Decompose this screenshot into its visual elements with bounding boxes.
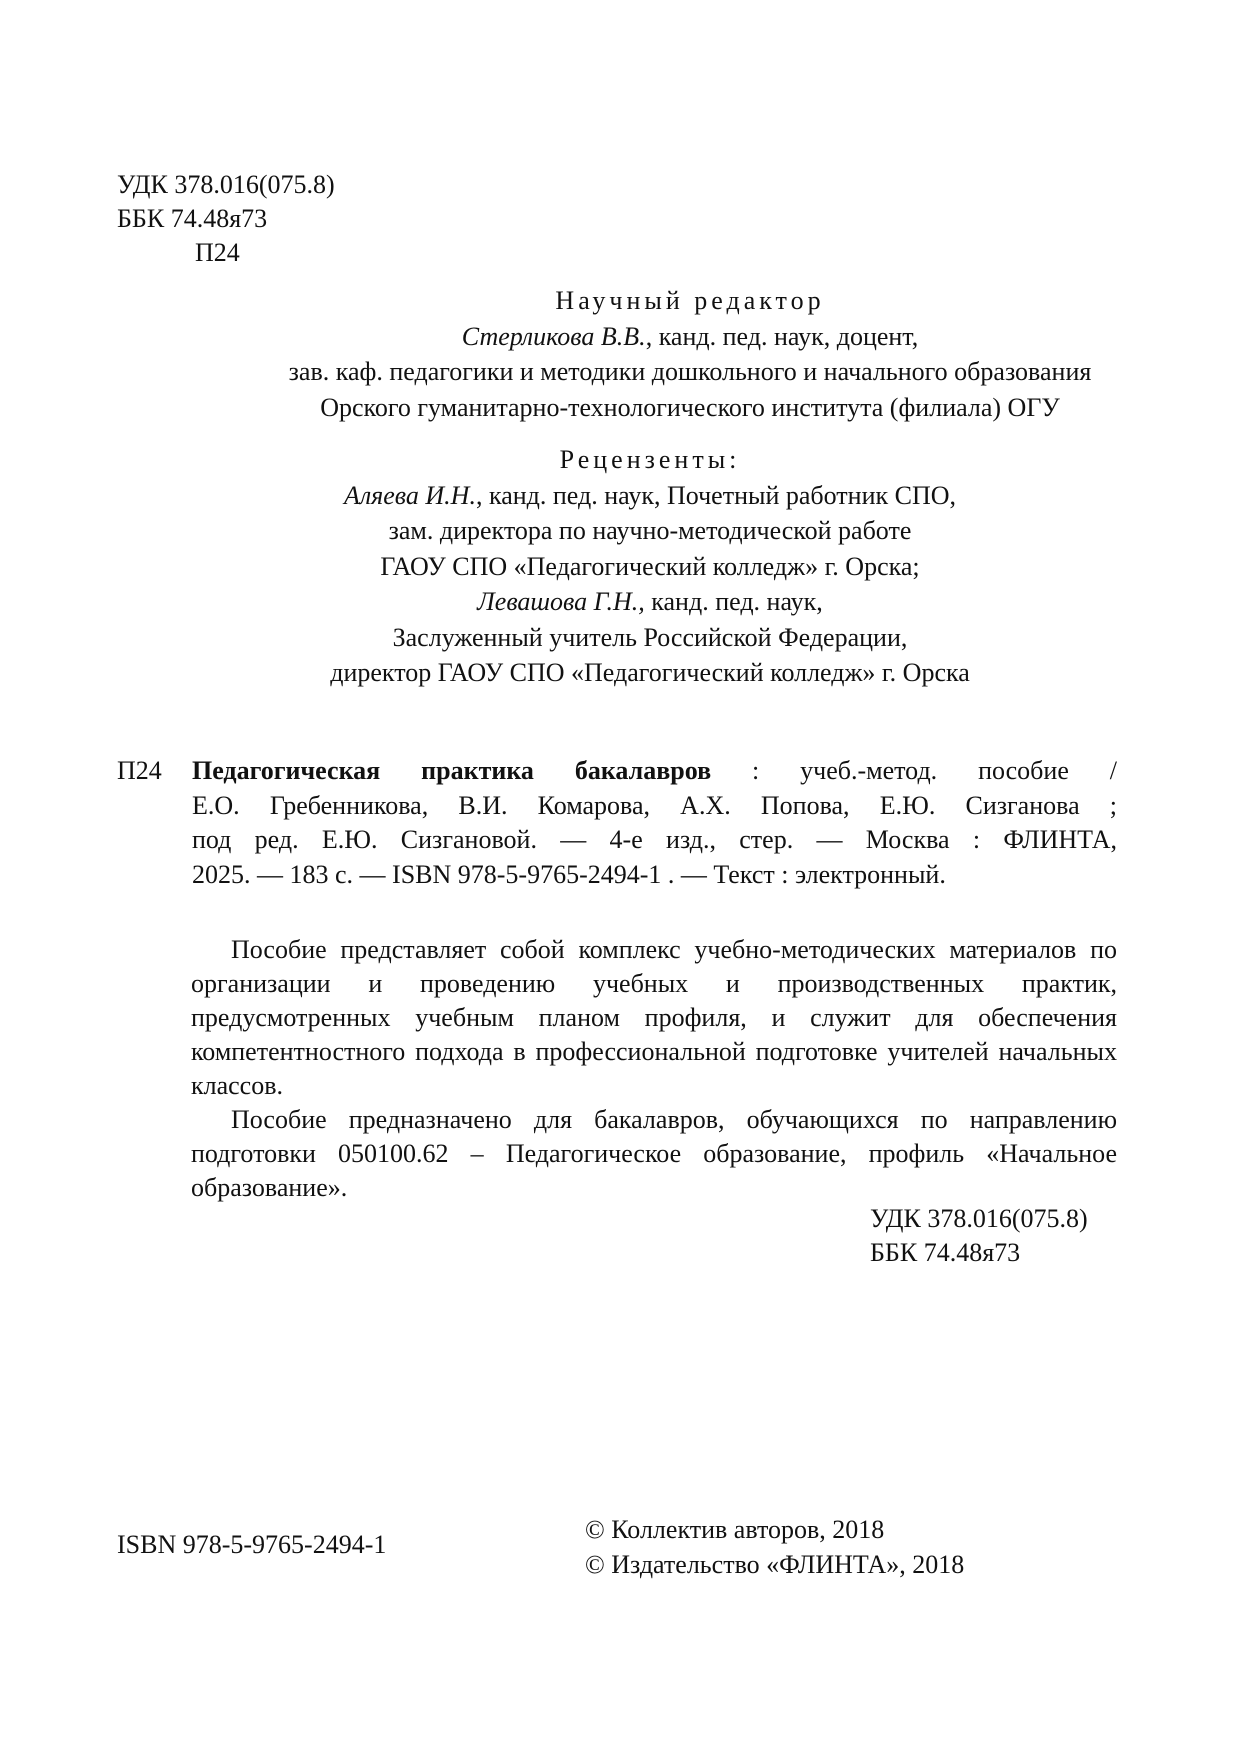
bib-line-2: Е.О. Гребенникова, В.И. Комарова, А.Х. Попова, Е.Ю. Сизганова ; (192, 790, 1117, 820)
bib-line-4: 2025. — 183 с. — ISBN 978-5-9765-2494-1 . — Текст : электронный. (192, 859, 946, 889)
reviewer-1-line-1 (100, 478, 1200, 514)
udk-code: УДК 378.016(075.8) (117, 170, 335, 199)
editor-line-1 (140, 319, 1240, 355)
scientific-editor-block (140, 283, 1240, 425)
bib-author-mark: П24 (117, 756, 162, 785)
editor-credentials: , канд. пед. наук, доцент, (645, 321, 919, 351)
bib-line-1 (192, 754, 1117, 789)
bib-line-1-rest: : учеб.-метод. пособие / (711, 756, 1117, 785)
reviewer-1-line-3: ГАОУ СПО «Педагогический колледж» г. Орска; (380, 551, 920, 581)
reviewer-2-credentials: канд. пед. наук, (644, 587, 823, 616)
bib-description (192, 754, 1117, 892)
reviewers-block (100, 442, 1200, 691)
reviewer-2-name: Левашова Г.Н., (477, 587, 645, 616)
reviewers-heading: Рецензенты: (559, 445, 741, 474)
classification-codes-bottom (870, 1202, 1088, 1270)
editor-heading: Научный редактор (555, 286, 825, 315)
reviewer-1-credentials: , канд. пед. наук, Почетный работник СПО, (475, 480, 957, 510)
editor-line-3: Орского гуманитарно-технологического института (филиала) ОГУ (320, 392, 1060, 422)
abstract (191, 933, 1117, 1205)
classification-codes-top (117, 168, 335, 270)
abstract-paragraph-1: Пособие представляет собой комплекс учебно-методических материалов по организации и проведению учебных и производственных практик, предусмотренных учебным планом профиля, и служит для обеспечения компетентностного подхода в профессиональной подготовке учителей начальных классов. (191, 935, 1117, 1100)
reviewer-2-line-3: директор ГАОУ СПО «Педагогический колледж» г. Орска (330, 658, 970, 687)
bibliographic-record (117, 754, 1117, 892)
copyright-block (585, 1512, 964, 1582)
abstract-paragraph-2: Пособие предназначено для бакалавров, обучающихся по направлению подготовки 050100.62 – Педагогическое образование, профиль «Начальное образование». (191, 1105, 1117, 1202)
book-title: Педагогическая практика бакалавров (192, 756, 712, 785)
author-mark: П24 (195, 238, 240, 267)
udk-code-bottom: УДК 378.016(075.8) (870, 1204, 1088, 1233)
bbk-code: ББК 74.48я73 (117, 204, 268, 233)
isbn: ISBN 978-5-9765-2494-1 (117, 1530, 387, 1559)
reviewer-1-name: Аляева И.Н. (343, 480, 476, 510)
bib-line-3: под ред. Е.Ю. Сизгановой. — 4-е изд., стер. — Москва : ФЛИНТА, (192, 825, 1117, 854)
bbk-code-bottom: ББК 74.48я73 (870, 1238, 1021, 1267)
reviewer-2-line-1 (100, 584, 1200, 620)
copyright-publisher: © Издательство «ФЛИНТА», 2018 (585, 1550, 965, 1579)
copyright-authors: © Коллектив авторов, 2018 (585, 1515, 885, 1544)
reviewer-1-line-2: зам. директора по научно-методической работе (388, 516, 912, 545)
editor-line-2: зав. каф. педагогики и методики дошкольного и начального образования (288, 357, 1092, 386)
editor-name: Стерликова В.В. (461, 321, 646, 351)
reviewer-2-line-2: Заслуженный учитель Российской Федерации, (392, 622, 908, 652)
